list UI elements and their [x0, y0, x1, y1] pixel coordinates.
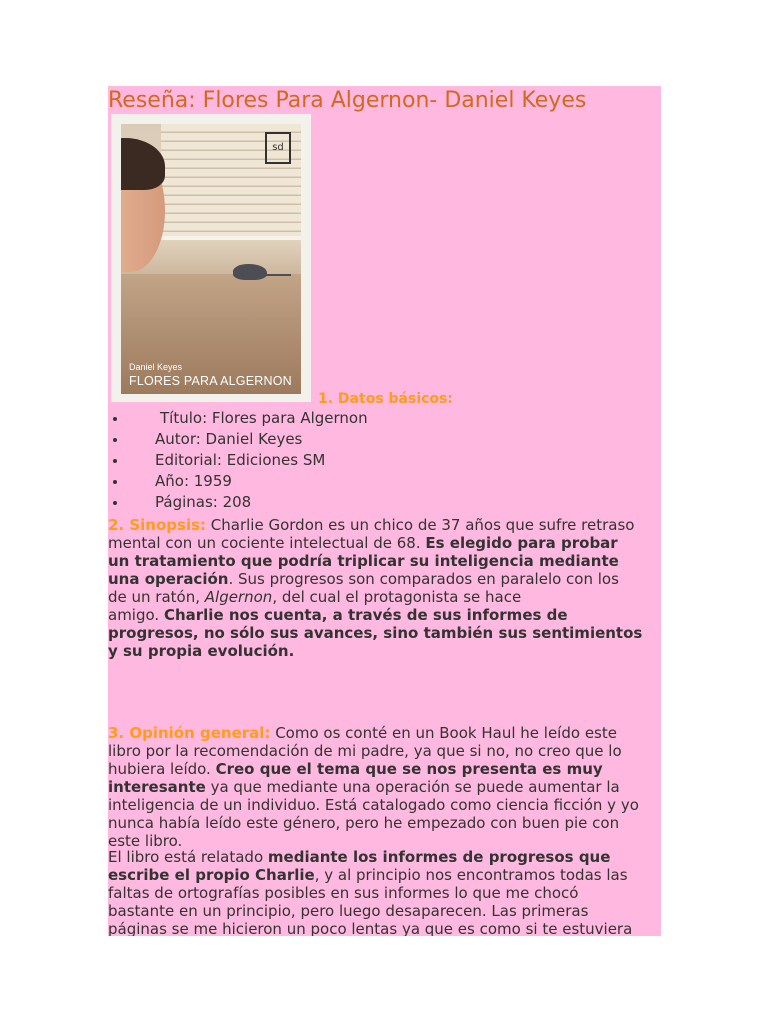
list-item [108, 429, 661, 450]
text-run: inteligencia de un individuo. Está catalogado como ciencia ficción y yo [108, 796, 639, 814]
bullet-icon [113, 438, 117, 442]
text-run: ya que mediante una operación se puede aumentar la [205, 778, 620, 796]
book-cover-image [111, 114, 311, 402]
list-item [108, 450, 661, 471]
text-run: mental con un cociente intelectual de 68. [108, 534, 426, 552]
text-run: . Sus progresos son comparados en paralelo con los [228, 570, 619, 588]
text-run: bastante en un principio, pero luego desaparecen. Las primeras [108, 902, 589, 920]
text-line [108, 884, 661, 902]
basics-title: Título: Flores para Algernon [160, 409, 368, 427]
book-cover [121, 124, 301, 394]
text-run: este libro. [108, 832, 183, 850]
cover-author: Daniel Keyes [129, 362, 183, 372]
text-run: El libro está relatado [108, 848, 268, 866]
bold-text: Creo que el tema que se nos presenta es muy [215, 760, 603, 778]
text-run: Como os conté en un Book Haul he leído este [270, 724, 617, 742]
basics-publisher: Editorial: Ediciones SM [155, 451, 326, 469]
text-line [108, 624, 661, 642]
bold-text: mediante los informes de progresos que [267, 848, 611, 866]
publisher-logo: sd [265, 132, 291, 164]
text-line [108, 534, 661, 552]
section-basics-heading: 1. Datos básicos: [318, 391, 453, 407]
basics-list [108, 408, 661, 513]
basics-year: Año: 1959 [155, 472, 232, 490]
text-line [108, 814, 661, 832]
review-page [108, 86, 661, 936]
basics-pages: Páginas: 208 [155, 493, 252, 511]
text-run: de un ratón, [108, 588, 205, 606]
section-sinopsis-heading: 2. Sinopsis: [108, 516, 207, 534]
bold-text: un tratamiento que podría triplicar su inteligencia mediante [108, 552, 619, 570]
text-run: amigo. [108, 606, 164, 624]
text-line [108, 902, 661, 920]
text-run: , y al principio nos encontramos todas las [314, 866, 628, 884]
text-line [108, 920, 661, 936]
text-run: Charlie Gordon es un chico de 37 años que sufre retraso [206, 516, 635, 534]
section-opinion-heading: 3. Opinión general: [108, 724, 271, 742]
text-line [108, 606, 661, 624]
bold-text: y su propia evolución. [108, 642, 295, 660]
text-line [108, 796, 661, 814]
text-line [108, 588, 661, 606]
text-line [108, 866, 661, 884]
bullet-icon [113, 501, 117, 505]
cover-mouse-tail [265, 274, 291, 276]
italic-text: Algernon [204, 588, 273, 606]
text-line [108, 570, 661, 588]
text-line [108, 724, 661, 742]
list-item [108, 492, 661, 513]
page-title: Reseña: Flores Para Algernon- Daniel Keyes [108, 88, 587, 113]
text-line [108, 552, 661, 570]
bold-text: progresos, no sólo sus avances, sino también sus sentimientos [108, 624, 643, 642]
text-run: libro por la recomendación de mi padre, ya que si no, no creo que lo [108, 742, 622, 760]
text-line [108, 760, 661, 778]
sinopsis-paragraph [108, 516, 661, 660]
text-run: faltas de ortografías posibles en sus informes lo que me chocó [108, 884, 579, 902]
text-line [108, 778, 661, 796]
text-run: nunca había leído este género, pero he empezado con buen pie con [108, 814, 620, 832]
bullet-icon [113, 480, 117, 484]
bold-text: Es elegido para probar [425, 534, 618, 552]
basics-author: Autor: Daniel Keyes [155, 430, 303, 448]
text-run: páginas se me hicieron un poco lentas ya que es como si te estuviera [108, 920, 633, 936]
text-run: , del cual el protagonista se hace [272, 588, 522, 606]
list-item [108, 408, 661, 429]
bold-text: una operación [108, 570, 229, 588]
opinion-paragraph [108, 724, 661, 850]
text-line [108, 742, 661, 760]
bullet-icon [113, 459, 117, 463]
text-line [108, 516, 661, 534]
list-item [108, 471, 661, 492]
text-line [108, 848, 661, 866]
bold-text: escribe el propio Charlie [108, 866, 315, 884]
cover-mouse [233, 264, 267, 280]
bullet-icon [113, 417, 117, 421]
bold-text: interesante [108, 778, 206, 796]
text-run: hubiera leído. [108, 760, 216, 778]
bold-text: Charlie nos cuenta, a través de sus informes de [163, 606, 568, 624]
relato-paragraph [108, 848, 661, 936]
cover-title: FLORES PARA ALGERNON [129, 374, 292, 388]
text-line [108, 642, 661, 660]
cover-hair [121, 138, 165, 190]
